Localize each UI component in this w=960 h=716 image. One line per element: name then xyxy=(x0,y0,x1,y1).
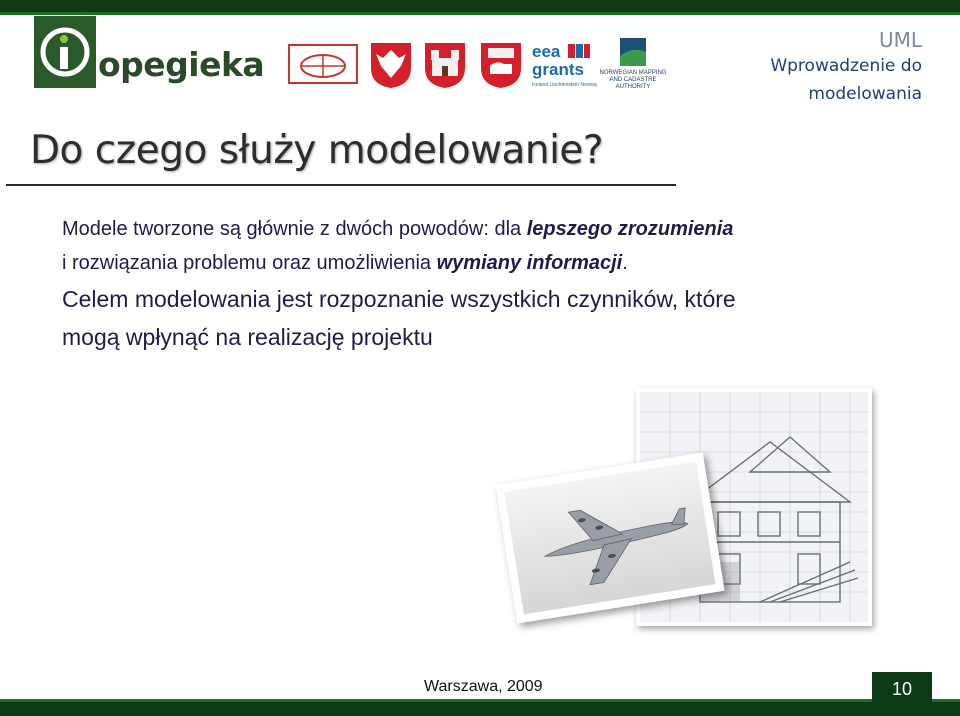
header-title-block xyxy=(770,28,922,108)
paragraph-2: Celem modelowania jest rozpoznanie wszystkich czynników, które mogą wpłynąć na realizację projektu xyxy=(62,286,736,350)
city-crest-icon xyxy=(422,40,468,90)
opegieka-logo-icon xyxy=(34,16,96,88)
airplane-model-image xyxy=(504,462,715,615)
slide-title: Do czego służy modelowanie? xyxy=(30,128,604,173)
eea-flag-icon xyxy=(568,44,590,58)
paragraph-1-text-b: i rozwiązania problemu oraz umożliwienia xyxy=(62,252,437,274)
emphasis-information-exchange: wymiany informacji xyxy=(436,252,623,274)
slide-body xyxy=(62,212,742,356)
opegieka-logo-text: opegieka xyxy=(98,45,265,84)
subtitle-line-2: modelowania xyxy=(808,84,922,104)
institute-emblem-icon xyxy=(288,44,358,84)
eea-grants-logo xyxy=(532,42,598,90)
district-crest-icon xyxy=(478,40,524,90)
page-number: 10 xyxy=(872,672,932,702)
mazovia-crest-icon xyxy=(366,40,416,90)
paragraph-1-text-a: Modele tworzone są głównie z dwóch powodów: dla xyxy=(62,218,527,240)
bottom-bar xyxy=(0,702,960,716)
norwegian-mapping-text: NORWEGIAN MAPPING AND CADASTRE AUTHORITY xyxy=(599,70,667,90)
norwegian-mapping-logo xyxy=(598,36,668,94)
subtitle-line-1: Wprowadzenie do xyxy=(770,56,922,76)
emphasis-understanding: lepszego zrozumienia xyxy=(526,218,734,240)
top-accent-line xyxy=(0,12,960,15)
eea-logo-caption: Iceland Liechtenstein Norway xyxy=(532,82,598,88)
paragraph-1-text-c: . xyxy=(622,252,628,274)
grants-logo-text: grants xyxy=(532,60,584,79)
title-underline xyxy=(6,184,676,186)
eea-logo-text: eea xyxy=(532,42,561,61)
norway-mapping-icon xyxy=(620,38,646,66)
top-bar xyxy=(0,0,960,12)
paragraph-1 xyxy=(62,212,742,280)
footer-location-date: Warszawa, 2009 xyxy=(424,678,543,695)
uml-label: UML xyxy=(878,28,922,52)
